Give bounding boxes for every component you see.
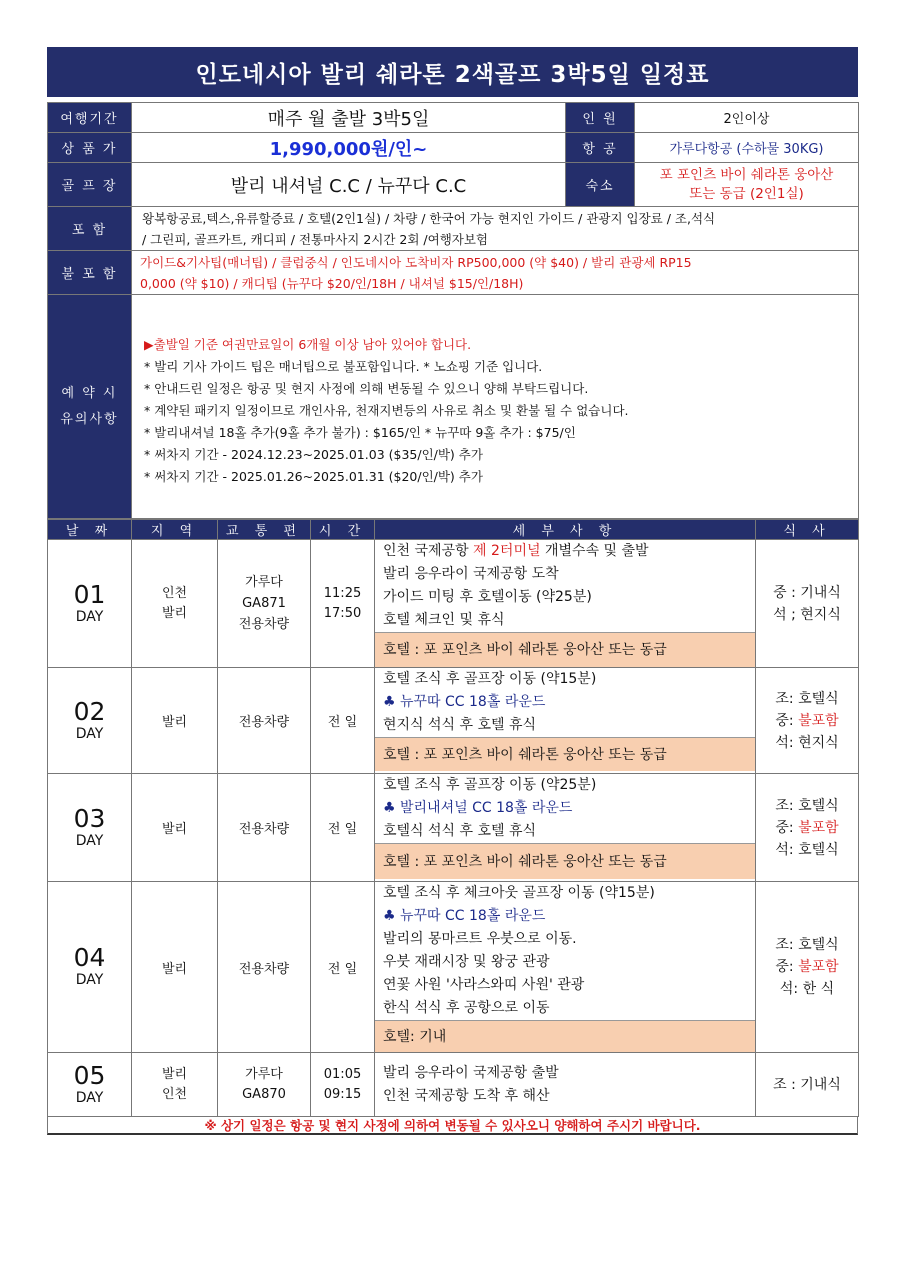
detail-line: 인천 국제공항 제 2터미널 개별수속 및 출발 [383,543,649,559]
hotel-value-line1: 포 포인츠 바이 쉐라톤 웅아산 [659,166,834,183]
detail-line: 한식 석식 후 공항으로 이동 [383,1000,550,1016]
day-row [48,540,859,668]
day-details [375,668,756,774]
hotel-line: 호텔 : 포 포인츠 바이 쉐라톤 웅아산 또는 동급 [375,843,755,879]
day-transport: 전용차량 [218,668,311,774]
day-meal: 조: 호텔식 중: 불포함 석: 한 식 [756,882,859,1053]
day-transport: 전용차량 [218,774,311,882]
detail-line: 호텔 체크인 및 휴식 [383,612,505,628]
hotel-label: 숙소 [566,163,635,207]
hotel-value [635,163,859,207]
day-region: 발리 인천 [132,1053,218,1117]
golf-value: 발리 내셔널 C.C / 뉴꾸다 C.C [132,163,566,207]
notes-item: * 써차지 기간 - 2024.12.23~2025.01.03 ($35/인/박) 추가 [144,446,483,462]
exclude-label: 불 포 함 [48,251,132,295]
day-details [375,540,756,668]
day-meal: 중 : 기내식 석 ; 현지식 [756,540,859,668]
hotel-line: 호텔: 기내 [375,1020,755,1052]
day-row [48,668,859,774]
day-number: 03 DAY [48,774,132,882]
day-time: 01:05 09:15 [311,1053,375,1117]
col-date: 날 짜 [48,520,132,540]
notes-item: ▶출발일 기준 여권만료일이 6개월 이상 남아 있어야 합니다. [144,336,472,352]
day-details [375,774,756,882]
notes-item: * 발리 기사 가이드 팁은 매너팁으로 불포함입니다. * 노쇼핑 기준 입니다. [144,358,543,374]
day-number: 04 DAY [48,882,132,1053]
day-meal: 조: 호텔식 중: 불포함 석: 호텔식 [756,774,859,882]
day-time: 전 일 [311,668,375,774]
day-meal: 조 : 기내식 [756,1053,859,1117]
day-region: 발리 [132,882,218,1053]
day-transport: 가루다 GA870 [218,1053,311,1117]
exclude-line1: 가이드&기사팁(매너팁) / 클럽중식 / 인도네시아 도착비자 RP500,000 (약 $40) / 발리 관광세 RP15 [140,254,692,270]
detail-line: 호텔 조식 후 골프장 이동 (약25분) [383,777,597,793]
day-time: 전 일 [311,774,375,882]
people-label: 인 원 [566,103,635,133]
notes-value [132,295,859,519]
day-time: 전 일 [311,882,375,1053]
day-number: 02 DAY [48,668,132,774]
col-transport: 교 통 편 [218,520,311,540]
price-label: 상 품 가 [48,133,132,163]
people-value: 2인이상 [635,103,859,133]
period-value: 매주 월 출발 3박5일 [132,103,566,133]
detail-line: 발리 응우라이 국제공항 출발 [383,1064,559,1081]
period-label: 여행기간 [48,103,132,133]
detail-line: 연꽃 사원 '사라스와띠 사원' 관광 [383,977,585,993]
itinerary-document [47,47,858,1135]
day-number: 01 DAY [48,540,132,668]
hotel-line: 호텔 : 포 포인츠 바이 쉐라톤 웅아산 또는 동급 [375,737,755,771]
notes-label-line1: 예 약 시 [61,385,118,401]
include-value [132,207,859,251]
day-row [48,882,859,1053]
col-meal: 식 사 [756,520,859,540]
golf-label: 골 프 장 [48,163,132,207]
detail-line: 가이드 미팅 후 호텔이동 (약25분) [383,589,592,605]
day-region: 발리 [132,774,218,882]
day-region: 인천 발리 [132,540,218,668]
day-time: 11:25 17:50 [311,540,375,668]
schedule-table [47,519,859,1117]
day-transport: 가루다 GA871 전용차량 [218,540,311,668]
day-transport: 전용차량 [218,882,311,1053]
detail-line: ♣ 뉴꾸따 CC 18홀 라운드 [383,694,546,710]
day-details [375,882,756,1053]
exclude-value [132,251,859,295]
day-details [375,1053,756,1117]
detail-line: 인천 국제공항 도착 후 해산 [383,1087,550,1104]
include-line1: 왕복항공료,텍스,유류할증료 / 호텔(2인1실) / 차량 / 한국어 가능 현지인 가이드 / 관광지 입장료 / 조,석식 [142,210,716,226]
col-region: 지 역 [132,520,218,540]
detail-line: 현지식 석식 후 호텔 휴식 [383,717,537,733]
col-details: 세 부 사 항 [375,520,756,540]
hotel-value-line2: 또는 동급 (2인1실) [689,185,804,202]
air-label: 항 공 [566,133,635,163]
notes-item: * 안내드린 일정은 항공 및 현지 사정에 의해 변동될 수 있으니 양해 부탁드립니다. [144,380,589,396]
day-region: 발리 [132,668,218,774]
detail-line: 호텔 조식 후 체크아웃 골프장 이동 (약15분) [383,885,655,901]
day-meal: 조: 호텔식 중: 불포함 석: 현지식 [756,668,859,774]
exclude-line2: 0,000 (약 $10) / 캐디팁 (뉴꾸다 $20/인/18H / 내셔널 $15/인/18H) [140,275,524,291]
hotel-line: 호텔 : 포 포인츠 바이 쉐라톤 웅아산 또는 동급 [375,632,755,667]
detail-line: ♣ 발리내셔널 CC 18홀 라운드 [383,800,573,816]
detail-line: 발리 응우라이 국제공항 도착 [383,566,559,582]
detail-line: 호텔식 석식 후 호텔 휴식 [383,823,537,839]
include-line2: / 그린피, 골프카트, 캐디피 / 전통마사지 2시간 2회 /여행자보험 [142,231,488,247]
notes-item: * 써차지 기간 - 2025.01.26~2025.01.31 ($20/인/박) 추가 [144,468,483,484]
notes-label [48,295,132,519]
info-table [47,102,859,519]
notes-label-line2: 유의사항 [60,411,119,427]
detail-line: 발리의 몽마르트 우붓으로 이동. [383,931,577,947]
air-value: 가루다항공 (수하물 30KG) [635,133,859,163]
price-value: 1,990,000원/인~ [132,133,566,163]
detail-line: 호텔 조식 후 골프장 이동 (약15분) [383,671,597,687]
detail-line: ♣ 뉴꾸따 CC 18홀 라운드 [383,908,546,924]
day-number: 05 DAY [48,1053,132,1117]
col-time: 시 간 [311,520,375,540]
notes-item: * 발리내셔널 18홀 추가(9홀 추가 불가) : $165/인 * 뉴꾸따 9홀 추가 : $75/인 [144,424,576,440]
detail-line: 우붓 재래시장 및 왕궁 관광 [383,954,550,970]
day-row [48,1053,859,1117]
page-title: 인도네시아 발리 쉐라톤 2색골프 3박5일 일정표 [47,47,858,97]
notes-item: * 계약된 패키지 일정이므로 개인사유, 천재지변등의 사유로 취소 및 환불 될 수 없습니다. [144,402,629,418]
footer-note: ※ 상기 일정은 항공 및 현지 사정에 의하여 변동될 수 있사오니 양해하여 주시기 바랍니다. [47,1117,858,1135]
day-row [48,774,859,882]
include-label: 포 함 [48,207,132,251]
